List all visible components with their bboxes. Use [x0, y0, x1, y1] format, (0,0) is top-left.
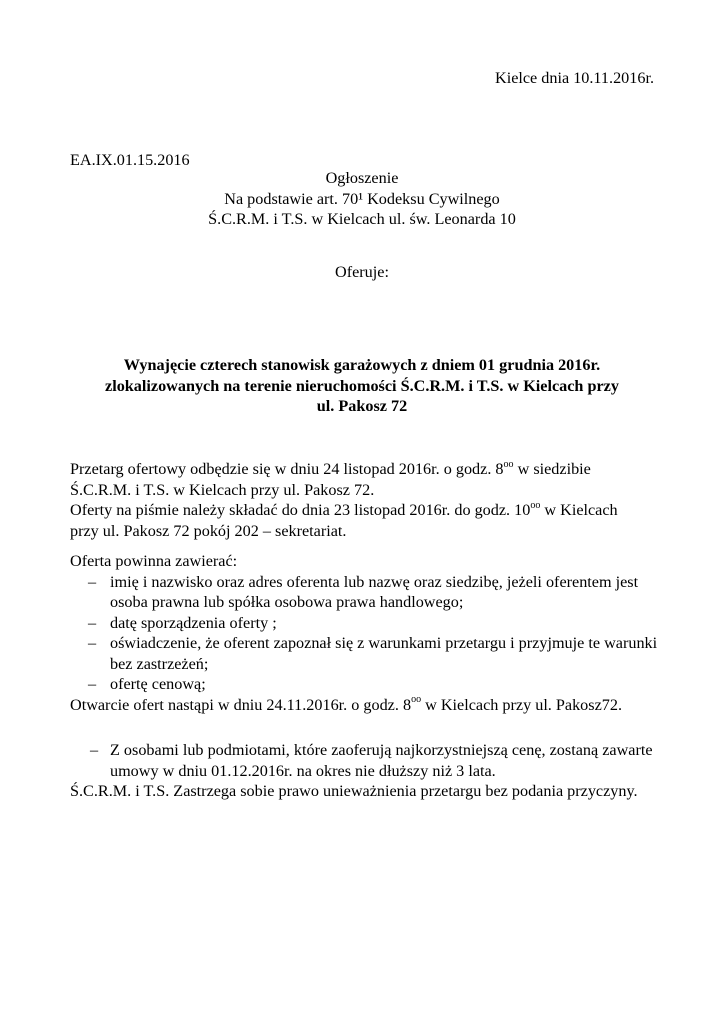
- submission-deadline-line: Oferty na piśmie należy składać do dnia 23 listopad 2016r. do godz. $10^{oo}$ w Kielcach: [70, 499, 618, 519]
- list-item: – oświadczenie, że oferent zapoznał się z warunkami przetargu i przyjmuje te warunki bez zastrzeżeń;: [88, 634, 658, 673]
- institution-address: Ś.C.R.M. i T.S. w Kielcach ul. św. Leonarda 10: [208, 210, 516, 228]
- subject-line: ul. Pakosz 72: [316, 397, 408, 415]
- list-item: – Z osobami lub podmiotami, które zaoferują najkorzystniejszą cenę, zostaną zawarte umowy w dniu 01.12.2016r. na okres nie dłuższy niż 3 lata.: [90, 741, 653, 780]
- offer-requirements-list: [70, 572, 670, 695]
- tender-date-line: Przetarg ofertowy odbędzie się w dniu 24 listopad 2016r. o godz. $8^{oo}$ w siedzibie: [70, 458, 591, 478]
- offers-label: Oferuje:: [335, 263, 389, 281]
- closing-list: [70, 740, 670, 781]
- announcement-title: Ogłoszenie: [325, 169, 399, 187]
- list-item: – ofertę cenową;: [88, 675, 206, 693]
- opening-info: Otwarcie ofert nastąpi w dniu 24.11.2016r. o godz. $8^{oo}$ w Kielcach przy ul. Pakosz72.: [70, 694, 622, 714]
- list-item: – datę sporządzenia oferty ;: [88, 613, 277, 632]
- subject-line: Wynajęcie czterech stanowisk garażowych z dniem 01 grudnia 2016r.: [123, 356, 601, 374]
- legal-basis: Na podstawie art. 70¹ Kodeksu Cywilnego: [224, 189, 500, 208]
- reservation-note: Ś.C.R.M. i T.S. Zastrzega sobie prawo unieważnienia przetargu bez podania przyczyny.: [70, 782, 638, 800]
- announcement-header: [0, 168, 724, 230]
- date-line: Kielce dnia 10.11.2016r.: [495, 69, 654, 87]
- submission-location-line: przy ul. Pakosz 72 pokój 202 – sekretariat.: [70, 521, 347, 540]
- offer-contents-intro: Oferta powinna zawierać:: [70, 552, 238, 570]
- subject-block: [0, 355, 724, 417]
- offer-contents: [70, 551, 670, 715]
- tender-info: [70, 459, 670, 541]
- reference-number: EA.IX.01.15.2016: [70, 151, 190, 169]
- list-item: – imię i nazwisko oraz adres oferenta lub nazwę oraz siedzibę, jeżeli oferentem jest osoba prawna lub spółka osobowa prawa handlowego;: [88, 572, 639, 611]
- tender-location-line: Ś.C.R.M. i T.S. w Kielcach przy ul. Pakosz 72.: [70, 480, 375, 499]
- subject-line: zlokalizowanych na terenie nieruchomości Ś.C.R.M. i T.S. w Kielcach przy: [105, 376, 619, 395]
- closing-section: [70, 740, 670, 802]
